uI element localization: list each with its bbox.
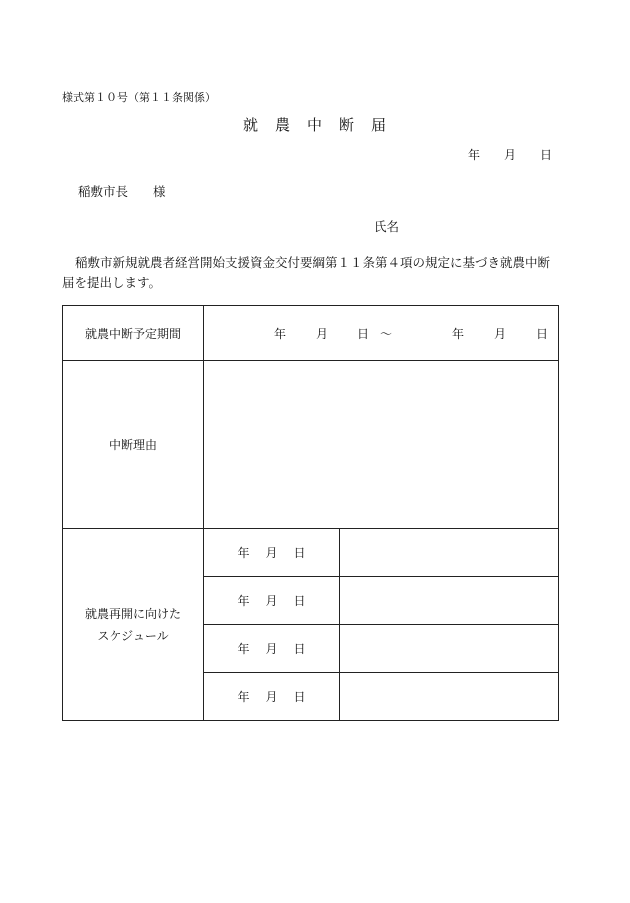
reason-label: 中断理由 xyxy=(63,361,204,529)
schedule-date-1[interactable]: 年 月 日 xyxy=(204,529,340,577)
period-field[interactable] xyxy=(204,306,559,361)
schedule-content-3[interactable] xyxy=(340,625,559,673)
period-start-day: 日 xyxy=(357,327,370,341)
period-label: 就農中断予定期間 xyxy=(63,306,204,361)
schedule-content-2[interactable] xyxy=(340,577,559,625)
period-end-month: 月 xyxy=(494,327,507,341)
schedule-label-line1: 就農再開に向けた xyxy=(84,606,181,621)
schedule-date-4[interactable]: 年 月 日 xyxy=(204,673,340,721)
period-separator: ～ xyxy=(380,327,393,341)
applicant-name-label[interactable]: 氏名 xyxy=(374,219,400,234)
period-end-day: 日 xyxy=(536,327,549,341)
period-row xyxy=(63,306,559,361)
submission-date[interactable]: 年 月 日 xyxy=(467,148,552,162)
schedule-content-1[interactable] xyxy=(340,529,559,577)
reason-field[interactable] xyxy=(204,361,559,529)
form-number: 様式第１０号（第１１条関係） xyxy=(62,91,216,104)
schedule-label xyxy=(63,529,204,721)
addressee: 稲敷市長 様 xyxy=(78,184,166,199)
schedule-content-4[interactable] xyxy=(340,673,559,721)
application-table xyxy=(62,305,559,721)
body-text: 稲敷市新規就農者経営開始支援資金交付要綱第１１条第４項の規定に基づき就農中断届を提出します。 xyxy=(62,255,551,290)
schedule-label-line2: スケジュール xyxy=(97,628,169,643)
period-end-year: 年 xyxy=(452,327,465,341)
period-start-month: 月 xyxy=(316,327,329,341)
document-title: 就 農 中 断 届 xyxy=(242,116,387,134)
schedule-date-2[interactable]: 年 月 日 xyxy=(204,577,340,625)
schedule-row xyxy=(63,529,559,577)
reason-row xyxy=(63,361,559,529)
schedule-date-3[interactable]: 年 月 日 xyxy=(204,625,340,673)
period-start-year: 年 xyxy=(274,327,287,341)
